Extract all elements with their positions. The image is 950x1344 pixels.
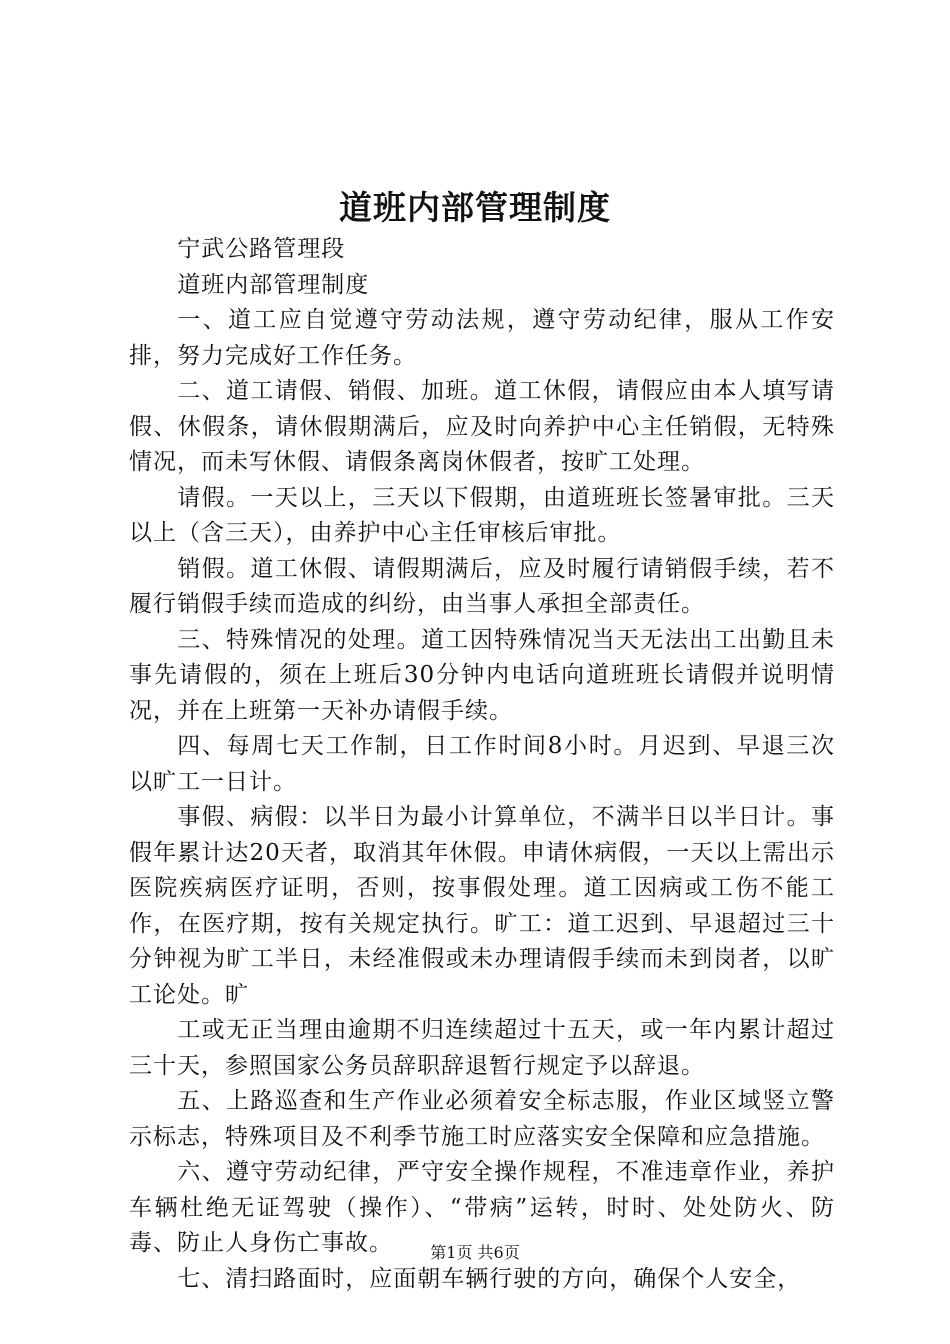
document-title: 道班内部管理制度 — [339, 188, 611, 227]
paragraph-personal-sick-leave: 事假、病假：以半日为最小计算单位，不满半日以半日计。事假年累计达20天者，取消其年休假。申请休病假，一天以上需出示医院疾病医疗证明，否则，按事假处理。道工因病或工伤不能工作，在医疗期，按有关规定执行。旷工：道工迟到、早退超过三十分钟视为旷工半日，未经准假或未办理请假手续而未到岗者，以旷工论处。旷 — [129, 804, 835, 1008]
paragraph-leave-request: 请假。一天以上，三天以下假期，由道班班长签暑审批。三天以上（含三天），由养护中心主任审核后审批。 — [129, 484, 835, 546]
paragraph-rule-6: 六、遵守劳动纪律，严守安全操作规程，不准违章作业，养护车辆杜绝无证驾驶（操作）、“带病”运转，时时、处处防火、防毒、防止人身伤亡事故。 — [129, 1159, 835, 1256]
paragraph-rule-4: 四、每周七天工作制，日工作时间8小时。月迟到、早退三次以旷工一日计。 — [129, 733, 835, 795]
paragraph-absence-dismissal: 工或无正当理由逾期不归连续超过十五天，或一年内累计超过三十天，参照国家公务员辞职辞退暂行规定予以辞退。 — [129, 1017, 835, 1079]
paragraph-subtitle: 道班内部管理制度 — [177, 271, 370, 298]
paragraph-rule-2: 二、道工请假、销假、加班。道工休假，请假应由本人填写请假、休假条，请休假期满后，应及时向养护中心主任销假，无特殊情况，而未写休假、请假条离岗休假者，按旷工处理。 — [129, 378, 835, 475]
paragraph-rule-7: 七、清扫路面时，应面朝车辆行驶的方向，确保个人安全， — [177, 1265, 802, 1292]
paragraph-leave-cancel: 销假。道工休假、请假期满后，应及时履行请销假手续，若不履行销假手续而造成的纠纷，由当事人承担全部责任。 — [129, 555, 835, 617]
page-footer: 第1页 共6页 — [430, 1243, 520, 1262]
document-body — [129, 232, 835, 1297]
paragraph-rule-5: 五、上路巡查和生产作业必须着安全标志服，作业区域竖立警示标志，特殊项目及不利季节施工时应落实安全保障和应急措施。 — [129, 1088, 835, 1150]
paragraph-rule-3: 三、特殊情况的处理。道工因特殊情况当天无法出工出勤且未事先请假的，须在上班后30分钟内电话向道班班长请假并说明情况，并在上班第一天补办请假手续。 — [129, 626, 835, 724]
paragraph-org-name: 宁武公路管理段 — [177, 236, 346, 262]
paragraph-rule-1: 一、道工应自觉遵守劳动法规，遵守劳动纪律，服从工作安排，努力完成好工作任务。 — [129, 307, 835, 369]
